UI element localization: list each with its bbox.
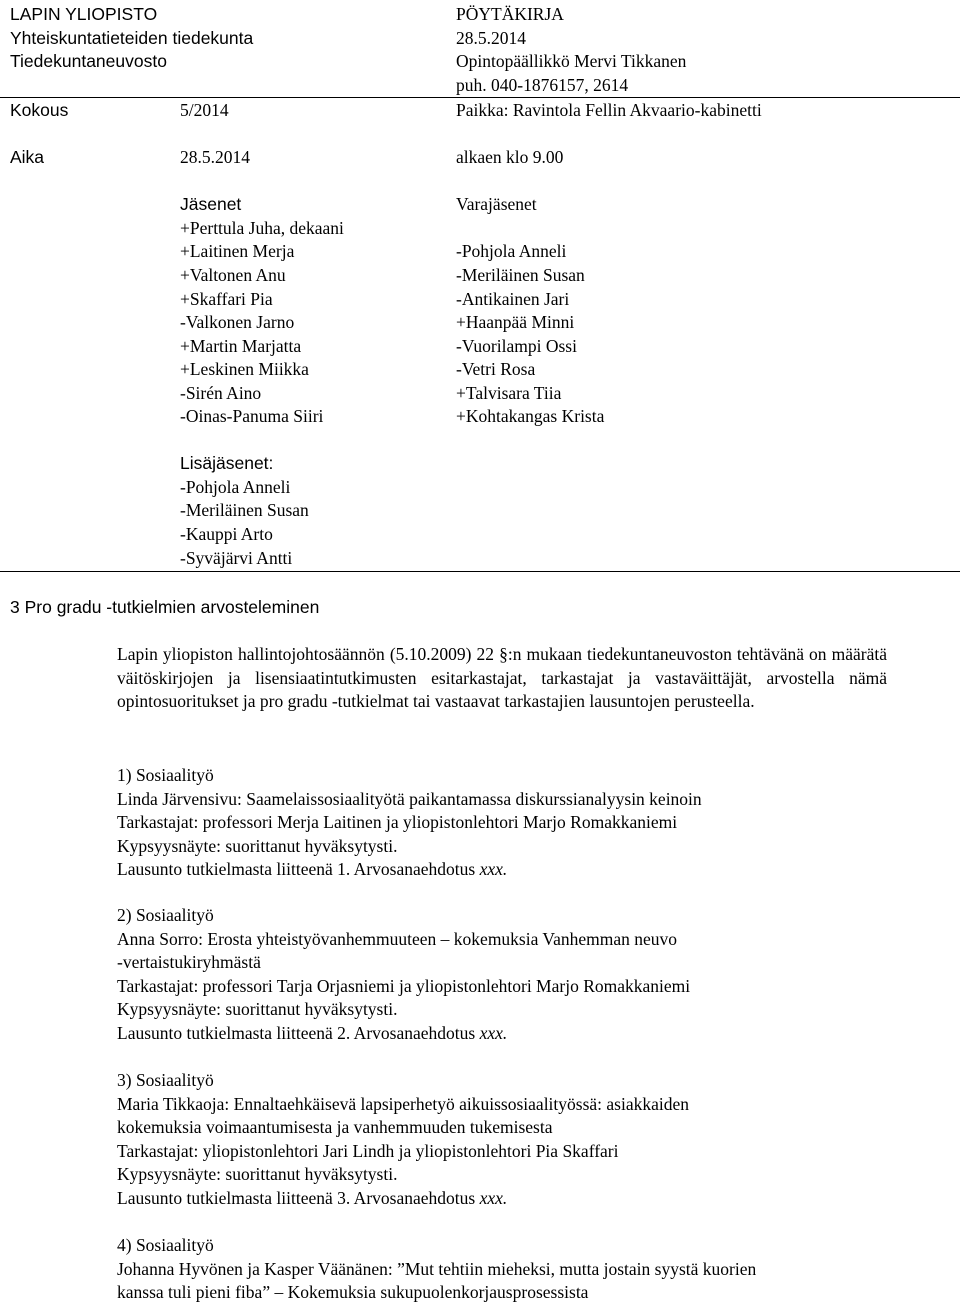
statement-line <box>117 1022 887 1046</box>
deputy-list-item: +Kohtakangas Krista <box>456 406 605 426</box>
faculty-name: Yhteiskuntatieteiden tiedekunta <box>10 28 254 48</box>
item-heading: 3) Sosiaalityö <box>117 1070 214 1090</box>
secretary: Opintopäällikkö Mervi Tikkanen <box>456 51 687 71</box>
statement-line <box>117 858 887 882</box>
meeting-date: 28.5.2014 <box>180 147 250 167</box>
grade-proposal: xxx. <box>479 1187 508 1208</box>
grade-proposal: xxx. <box>479 859 508 880</box>
thesis-title-line: Maria Tikkaoja: Ennaltaehkäisevä lapsiperhetyö aikuissosiaalityössä: asiakkaiden <box>117 1093 690 1114</box>
members-divider <box>0 571 960 572</box>
thesis-title-line: -vertaistukiryhmästä <box>117 952 261 973</box>
statement-text: Lausunto tutkielmasta liitteenä 2. Arvosanaehdotus <box>117 1022 476 1043</box>
deputy-list-item: -Pohjola Anneli <box>456 241 567 261</box>
deputy-list-item: +Talvisara Tiia <box>456 383 562 403</box>
maturity-test: Kypsyysnäyte: suorittanut hyväksytysti. <box>117 999 398 1020</box>
thesis-title: Linda Järvensivu: Saamelaissosiaalityötä paikantamassa diskurssianalyysin keinoin <box>117 788 702 809</box>
item-heading: 4) Sosiaalityö <box>117 1235 214 1255</box>
header-divider <box>0 97 960 98</box>
members-title: Jäsenet <box>180 194 242 214</box>
meeting-label: Kokous <box>10 100 69 120</box>
deputy-list-item: -Antikainen Jari <box>456 289 570 309</box>
item-heading: 2) Sosiaalityö <box>117 905 214 925</box>
deputy-list-item: -Meriläinen Susan <box>456 265 585 285</box>
member-list-item: -Valkonen Jarno <box>180 312 295 332</box>
agenda-item-3 <box>117 1069 887 1211</box>
examiners: Tarkastajat: professori Tarja Orjasniemi ja yliopistonlehtori Marjo Romakkaniemi <box>117 975 691 996</box>
deputy-list-item: -Vetri Rosa <box>456 359 536 379</box>
member-list-item: +Martin Marjatta <box>180 336 302 356</box>
time-label: Aika <box>10 147 45 167</box>
agenda-item-1 <box>117 764 887 882</box>
agenda-item-4 <box>117 1234 887 1305</box>
university-name: LAPIN YLIOPISTO <box>10 4 158 24</box>
additional-member-item: -Pohjola Anneli <box>180 477 291 497</box>
member-list-item: +Leskinen Miikka <box>180 359 309 379</box>
item-heading: 1) Sosiaalityö <box>117 765 214 785</box>
member-list-item: +Perttula Juha, dekaani <box>180 218 344 238</box>
agenda-item-2 <box>117 904 887 1046</box>
statement-line <box>117 1187 887 1211</box>
section-heading: 3 Pro gradu -tutkielmien arvosteleminen <box>10 597 320 617</box>
member-list-item: -Oinas-Panuma Siiri <box>180 406 324 426</box>
meeting-place: Paikka: Ravintola Fellin Akvaario-kabinetti <box>456 100 762 120</box>
additional-member-item: -Meriläinen Susan <box>180 500 309 520</box>
member-list-item: -Sirén Aino <box>180 383 262 403</box>
thesis-title-line: Anna Sorro: Erosta yhteistyövanhemmuuteen – kokemuksia Vanhemman neuvo <box>117 928 678 949</box>
additional-members-title: Lisäjäsenet: <box>180 453 274 473</box>
maturity-test: Kypsyysnäyte: suorittanut hyväksytysti. <box>117 1164 398 1185</box>
statement-text: Lausunto tutkielmasta liitteenä 1. Arvosanaehdotus <box>117 859 476 880</box>
examiners: Tarkastajat: yliopistonlehtori Jari Lindh ja yliopistonlehtori Pia Skaffari <box>117 1140 619 1161</box>
statement-text: Lausunto tutkielmasta liitteenä 3. Arvosanaehdotus <box>117 1187 476 1208</box>
grade-proposal: xxx. <box>479 1022 508 1043</box>
maturity-test: Kypsyysnäyte: suorittanut hyväksytysti. <box>117 835 398 856</box>
additional-member-item: -Kauppi Arto <box>180 524 273 544</box>
document-date: 28.5.2014 <box>456 28 526 48</box>
deputy-list-item: -Vuorilampi Ossi <box>456 336 577 356</box>
member-list-item: +Valtonen Anu <box>180 265 286 285</box>
member-list-item: +Laitinen Merja <box>180 241 295 261</box>
thesis-title-line: Johanna Hyvönen ja Kasper Väänänen: ”Mut tehtiin mieheksi, mutta jostain syystä kuorien <box>117 1258 757 1279</box>
thesis-title-line: kokemuksia voimaantumisesta ja vanhemmuuden tukemisesta <box>117 1117 553 1138</box>
governing-body: Tiedekuntaneuvosto <box>10 51 167 71</box>
meeting-number: 5/2014 <box>180 100 229 120</box>
section-intro: Lapin yliopiston hallintojohtosäännön (5.10.2009) 22 §:n mukaan tiedekuntaneuvoston tehtävänä on määrätä väitöskirjojen ja lisensiaatintutkimusten esitarkastajat, tarkastajat ja vastaväittäjät, arvostella nämä opintosuoritukset ja pro gradu -tutkielmat tai vastaavat tarkastajien lausuntojen perusteella. <box>117 644 887 712</box>
deputies-title: Varajäsenet <box>456 194 537 214</box>
member-list-item: +Skaffari Pia <box>180 289 273 309</box>
deputy-list-item: +Haanpää Minni <box>456 312 575 332</box>
phone: puh. 040-1876157, 2614 <box>456 75 629 95</box>
meeting-start: alkaen klo 9.00 <box>456 147 564 167</box>
additional-member-item: -Syväjärvi Antti <box>180 548 293 568</box>
document-type: PÖYTÄKIRJA <box>456 4 564 24</box>
examiners: Tarkastajat: professori Merja Laitinen ja yliopistonlehtori Marjo Romakkaniemi <box>117 812 678 833</box>
thesis-title-line: kanssa tuli pieni fiba” – Kokemuksia sukupuolenkorjausprosessista <box>117 1282 589 1303</box>
